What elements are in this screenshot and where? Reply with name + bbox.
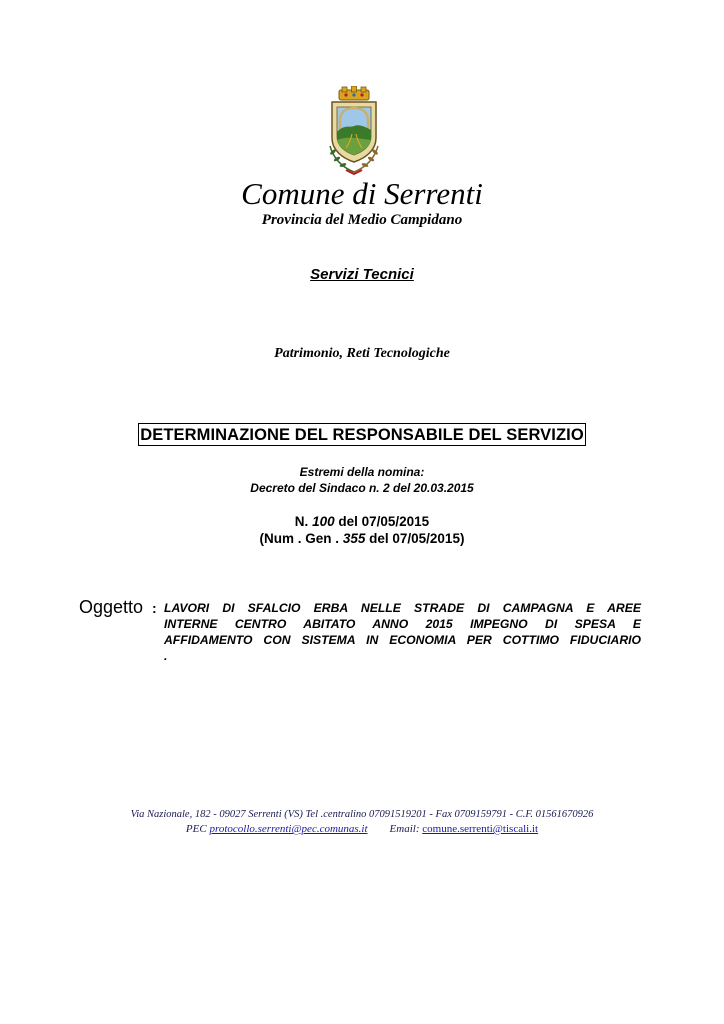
subject-line: AFFIDAMENTO CON SISTEMA IN ECONOMIA PER COTTIMO FIDUCIARIO xyxy=(164,633,641,647)
number-prefix: N. xyxy=(294,514,309,529)
coat-of-arms-icon xyxy=(322,86,386,176)
subject-colon: : xyxy=(152,600,157,616)
subject-line: . xyxy=(164,649,168,663)
pec-email-link[interactable]: protocollo.serrenti@pec.comunas.it xyxy=(209,823,368,835)
province-name: Provincia del Medio Campidano xyxy=(261,212,463,228)
email-link[interactable]: comune.serrenti@tiscali.it xyxy=(422,823,539,835)
determination-heading: DETERMINAZIONE DEL RESPONSABILE DEL SERVIZIO xyxy=(138,423,586,446)
email-label: Email: xyxy=(389,823,420,835)
subject-label: Oggetto xyxy=(79,597,144,617)
general-date: del 07/05/2015) xyxy=(369,531,465,546)
number-date: del 07/05/2015 xyxy=(338,514,430,529)
general-number xyxy=(0,530,724,547)
footer-address: Via Nazionale, 182 - 09027 Serrenti (VS) Tel .centralino 07091519201 - Fax 0709159791 - C.F. 01561670926 xyxy=(130,809,594,820)
subservice-name: Patrimonio, Reti Tecnologiche xyxy=(274,346,450,361)
determination-number-block xyxy=(0,513,724,547)
general-number-value: 355 xyxy=(342,531,366,546)
subject-line: LAVORI DI SFALCIO ERBA NELLE STRADE DI CAMPAGNA E AREE xyxy=(164,601,641,615)
subject-line: INTERNE CENTRO ABITATO ANNO 2015 IMPEGNO DI SPESA E xyxy=(164,617,641,631)
appointment-block xyxy=(0,464,724,496)
subject-text xyxy=(164,600,641,664)
footer-contacts xyxy=(0,822,724,836)
service-name: Servizi Tecnici xyxy=(310,266,414,283)
determination-number xyxy=(0,513,724,530)
appointment-label: Estremi della nomina: xyxy=(299,465,425,479)
appointment-decree: Decreto del Sindaco n. 2 del 20.03.2015 xyxy=(250,481,474,495)
determination-heading-wrap xyxy=(0,423,724,446)
general-prefix: (Num . Gen . xyxy=(259,531,340,546)
pec-label: PEC xyxy=(185,823,207,835)
municipality-title: Comune di Serrenti xyxy=(241,176,483,211)
number-value: 100 xyxy=(312,514,335,529)
